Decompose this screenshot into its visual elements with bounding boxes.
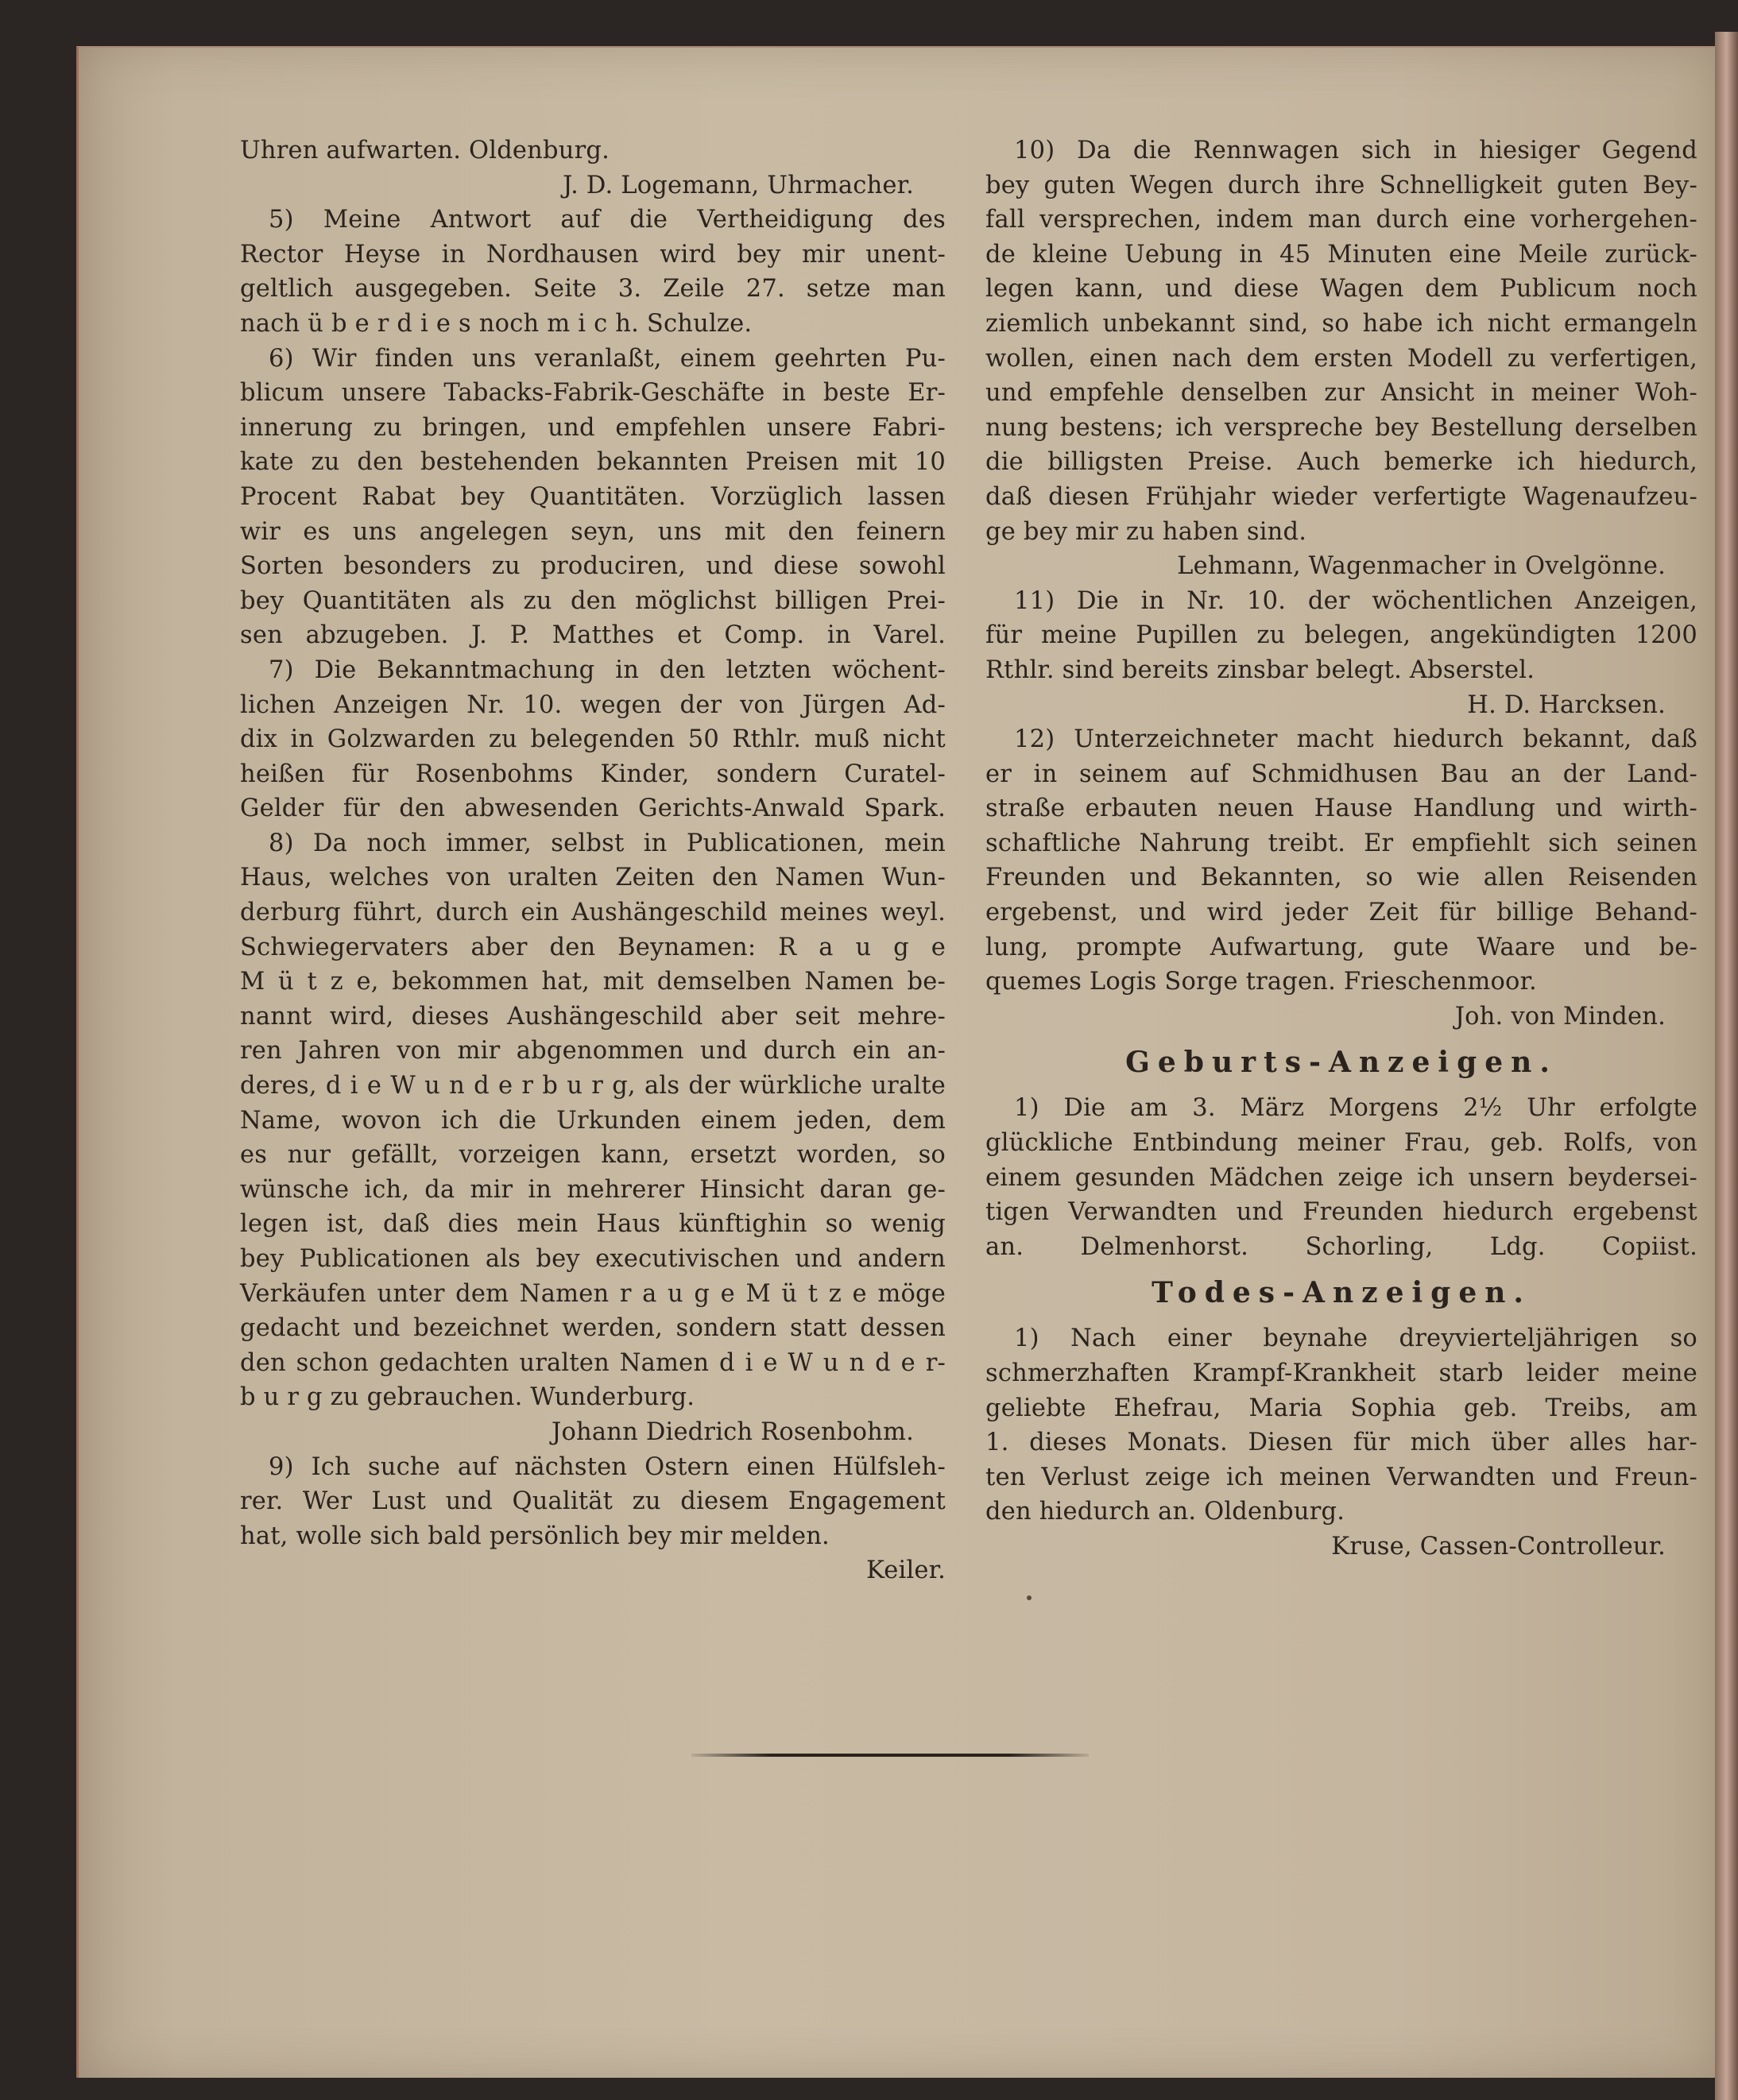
text-line: Keiler. [866, 1557, 946, 1585]
text-line: wir es uns angelegen seyn, uns mit den feinern [240, 517, 946, 546]
text-line: dix in Golzwarden zu belegenden 50 Rthlr. muß nicht [240, 725, 946, 754]
text-line: gedacht und bezeichnet werden, sondern statt dessen [240, 1314, 946, 1343]
deaths-heading: Todes-Anzeigen. [1152, 1276, 1531, 1310]
text-line: es nur gefällt, vorzeigen kann, ersetzt worden, so [240, 1141, 946, 1170]
text-line: ziemlich unbekannt sind, so habe ich nicht ermangeln [985, 309, 1697, 338]
text-line: 5) Meine Antwort auf die Vertheidigung des [269, 206, 946, 234]
text-line: Freunden und Bekannten, so wie allen Reisenden [985, 864, 1697, 892]
text-line: Verkäufen unter dem Namen r a u g e M ü t z e möge [240, 1279, 946, 1308]
text-line: innerung zu bringen, und empfehlen unsere Fabri- [240, 413, 946, 442]
text-line: daß diesen Frühjahr wieder verfertigte Wagenaufzeu- [985, 482, 1697, 511]
right-column [985, 133, 1697, 1564]
text-line: legen ist, daß dies mein Haus künftighin so wenig [240, 1210, 946, 1239]
text-line: J. D. Logemann, Uhrmacher. [563, 171, 914, 199]
births-notices [985, 1091, 1697, 1264]
text-line: Gelder für den abwesenden Gerichts-Anwald Spark. [240, 795, 946, 823]
text-line: legen kann, und diese Wagen dem Publicum noch [985, 275, 1697, 304]
text-line: M ü t z e, bekommen hat, mit demselben Namen be- [240, 968, 946, 996]
text-line: Sorten besonders zu produciren, und diese sowohl [240, 552, 946, 581]
text-line: für meine Pupillen zu belegen, angekündigten 1200 [985, 621, 1697, 650]
ink-speck [1027, 1595, 1032, 1600]
text-line: 12) Unterzeichneter macht hiedurch bekannt, daß [1014, 725, 1697, 754]
text-line: wollen, einen nach dem ersten Modell zu verfertigen, [985, 344, 1697, 373]
left-column [240, 133, 946, 1588]
text-line: quemes Logis Sorge tragen. Frieschenmoor. [985, 968, 1537, 996]
text-line: rer. Wer Lust und Qualität zu diesem Engagement [240, 1487, 946, 1516]
births-heading: Geburts-Anzeigen. [1125, 1046, 1558, 1080]
text-line: lung, prompte Aufwartung, gute Waare und be- [985, 933, 1697, 961]
text-line: bey Publicationen als bey executivischen und andern [240, 1245, 946, 1273]
text-line: 6) Wir finden uns veranlaßt, einem geehrten Pu- [269, 344, 946, 373]
text-line: straße erbauten neuen Hause Handlung und wirth- [985, 795, 1697, 823]
text-line: und empfehle denselben zur Ansicht in meiner Woh- [985, 379, 1697, 408]
text-line: den hiedurch an. Oldenburg. [985, 1498, 1345, 1526]
text-line: 1) Nach einer beynahe dreyvierteljährigen so [1014, 1325, 1697, 1353]
text-line: ren Jahren von mir abgenommen und durch ein an- [240, 1037, 946, 1065]
text-line: nannt wird, dieses Aushängeschild aber seit mehre- [240, 1002, 946, 1031]
text-line: kate zu den bestehenden bekannten Preisen mit 10 [240, 448, 946, 477]
text-line: Uhren aufwarten. Oldenburg. [240, 137, 610, 164]
text-line: 1) Die am 3. März Morgens 2½ Uhr erfolgte [1014, 1094, 1697, 1123]
text-line: sen abzugeben. J. P. Matthes et Comp. in Varel. [240, 621, 946, 650]
text-line: Name, wovon ich die Urkunden einem jeden, dem [240, 1106, 946, 1135]
text-line: heißen für Rosenbohms Kinder, sondern Curatel- [240, 760, 946, 788]
text-line: die billigsten Preise. Auch bemerke ich hiedurch, [985, 448, 1697, 477]
text-line: Johann Diedrich Rosenbohm. [552, 1417, 914, 1446]
text-line: schaftliche Nahrung treibt. Er empfiehlt sich seinen [985, 829, 1697, 857]
text-line: hat, wolle sich bald persönlich bey mir melden. [240, 1522, 830, 1550]
text-line: Haus, welches von uralten Zeiten den Namen Wun- [240, 864, 946, 892]
text-line: ge bey mir zu haben sind. [985, 517, 1307, 546]
text-line: Joh. von Minden. [1454, 1002, 1666, 1031]
text-line: Schwiegervaters aber den Beynamen: R a u g e [240, 933, 946, 961]
text-line: glückliche Entbindung meiner Frau, geb. Rolfs, von [985, 1129, 1697, 1158]
text-line: deres, d i e W u n d e r b u r g, als der würkliche uralte [240, 1072, 946, 1100]
text-line: nach ü b e r d i e s noch m i c h. Schulze. [240, 309, 753, 338]
closing-rule [691, 1754, 1089, 1757]
text-line: 8) Da noch immer, selbst in Publicationen, mein [269, 829, 946, 857]
text-line: nung bestens; ich verspreche bey Bestellung derselben [985, 413, 1697, 442]
deaths-notices [985, 1321, 1697, 1564]
text-line: b u r g zu gebrauchen. Wunderburg. [240, 1383, 695, 1412]
text-line: Rector Heyse in Nordhausen wird bey mir unent- [240, 240, 946, 269]
text-line: den schon gedachten uralten Namen d i e W u n d e r- [240, 1348, 946, 1377]
text-line: wünsche ich, da mir in mehrerer Hinsicht daran ge- [240, 1175, 946, 1204]
text-line: fall versprechen, indem man durch eine vorhergehen- [985, 206, 1697, 234]
text-line: 9) Ich suche auf nächsten Ostern einen Hülfsleh- [269, 1452, 946, 1481]
text-line: schmerzhaften Krampf-Krankheit starb leider meine [985, 1359, 1697, 1387]
text-line: blicum unsere Tabacks-Fabrik-Geschäfte in beste Er- [240, 379, 946, 408]
text-line: 7) Die Bekanntmachung in den letzten wöchent- [269, 656, 946, 684]
text-line: an. Delmenhorst. Schorling, Ldg. Copiist. [985, 1232, 1697, 1261]
text-line: Procent Rabat bey Quantitäten. Vorzüglich lassen [240, 482, 946, 511]
text-line: einem gesunden Mädchen zeige ich unsern beydersei- [985, 1163, 1697, 1192]
text-line: de kleine Uebung in 45 Minuten eine Meile zurück- [985, 240, 1697, 269]
text-line: er in seinem auf Schmidhusen Bau an der Land- [985, 760, 1697, 788]
text-line: ergebenst, und wird jeder Zeit für billige Behand- [985, 899, 1697, 927]
text-line: bey Quantitäten als zu den möglichst billigen Prei- [240, 586, 946, 615]
text-line: tigen Verwandten und Freunden hiedurch ergebenst [985, 1198, 1697, 1227]
right-column-notices [985, 133, 1697, 1034]
text-line: geltlich ausgegeben. Seite 3. Zeile 27. setze man [240, 275, 946, 304]
text-line: 11) Die in Nr. 10. der wöchentlichen Anzeigen, [1014, 586, 1697, 615]
text-line: bey guten Wegen durch ihre Schnelligkeit guten Bey- [985, 171, 1697, 199]
text-line: geliebte Ehefrau, Maria Sophia geb. Treibs, am [985, 1394, 1697, 1422]
text-line: 1. dieses Monats. Diesen für mich über alles har- [985, 1429, 1697, 1457]
text-line: lichen Anzeigen Nr. 10. wegen der von Jürgen Ad- [240, 690, 946, 719]
text-line: Kruse, Cassen-Controlleur. [1331, 1532, 1666, 1560]
page-edge [1715, 32, 1738, 2100]
text-line: ten Verlust zeige ich meinen Verwandten und Freun- [985, 1463, 1697, 1491]
text-line: H. D. Harcksen. [1467, 690, 1666, 719]
text-line: derburg führt, durch ein Aushängeschild meines weyl. [240, 899, 946, 927]
text-line: 10) Da die Rennwagen sich in hiesiger Gegend [1014, 137, 1697, 164]
text-line: Rthlr. sind bereits zinsbar belegt. Abserstel. [985, 656, 1535, 684]
text-line: Lehmann, Wagenmacher in Ovelgönne. [1177, 552, 1666, 581]
